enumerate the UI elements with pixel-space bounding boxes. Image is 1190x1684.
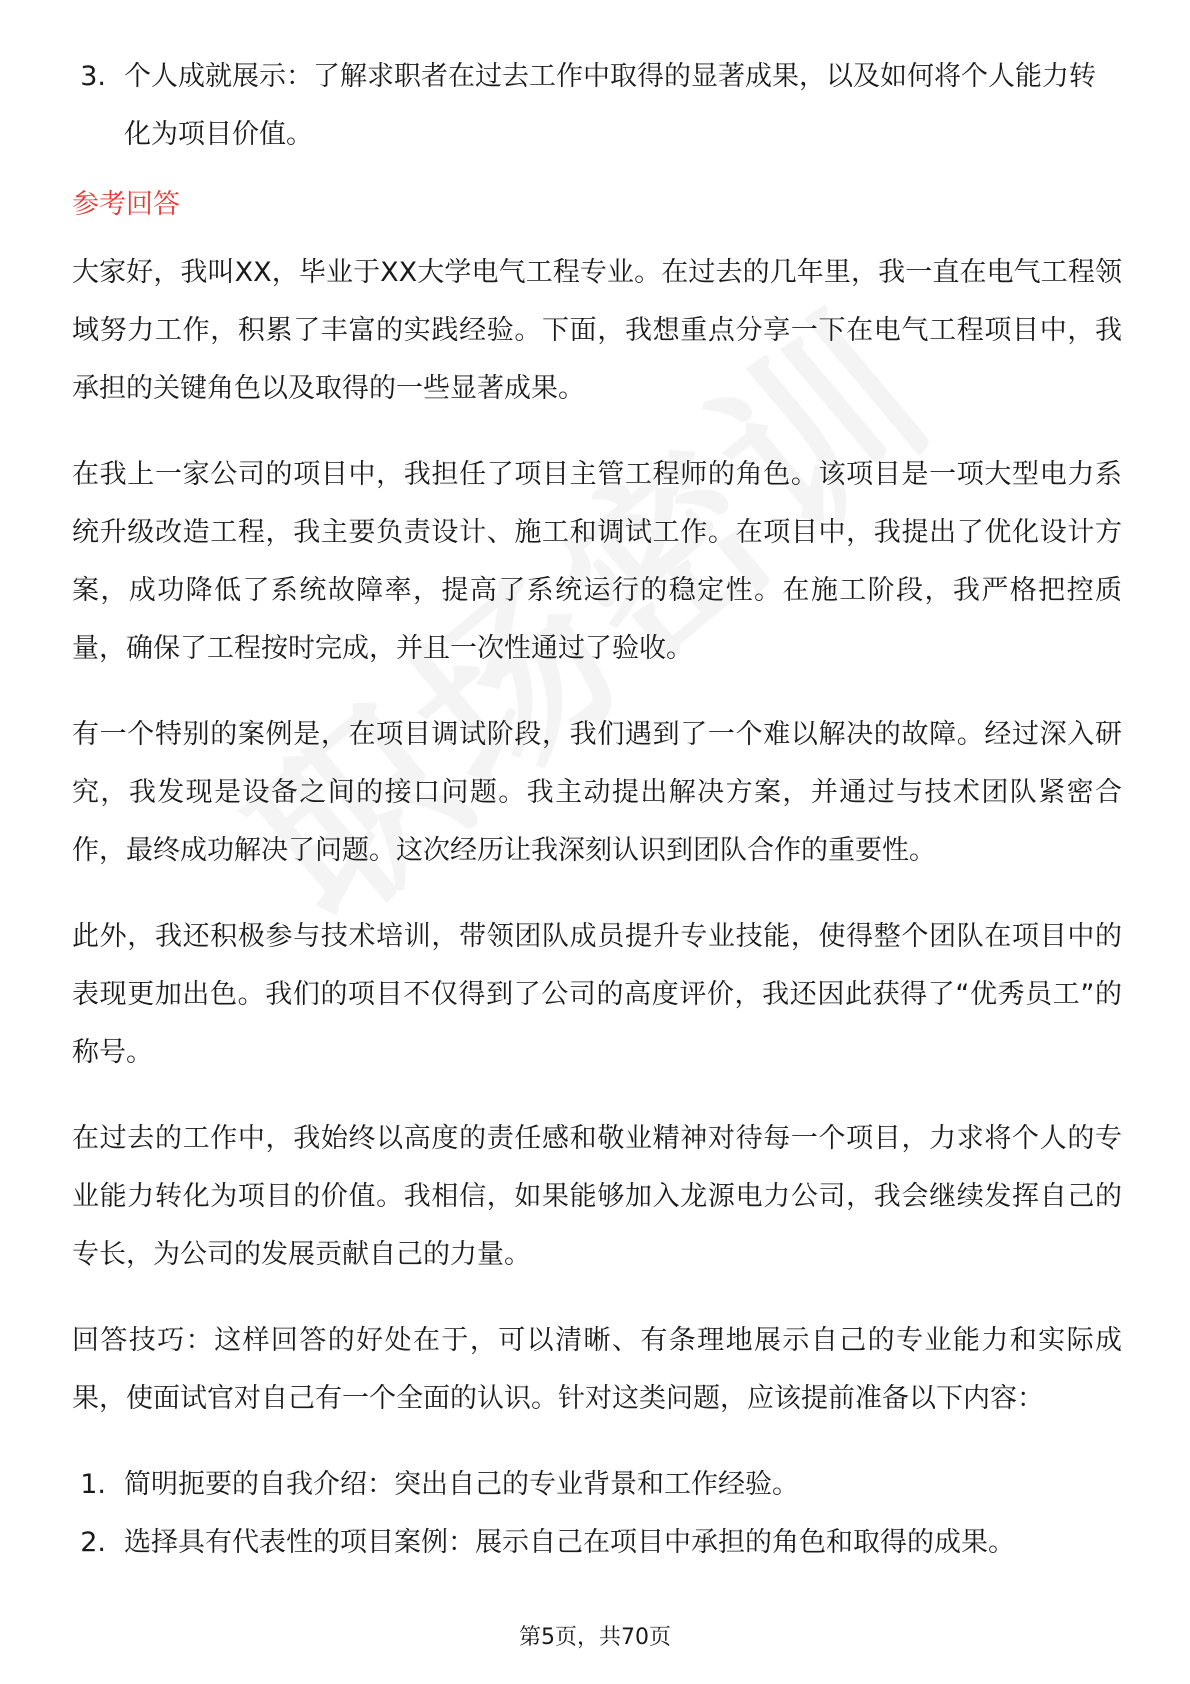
list-item <box>72 1514 1122 1572</box>
list-text: 个人成就展示：了解求职者在过去工作中取得的显著成果，以及如何将个人能力转化为项目价值。 <box>124 61 1096 150</box>
paragraph-tips: 回答技巧：这样回答的好处在于，可以清晰、有条理地展示自己的专业能力和实际成果，使面试官对自己有一个全面的认识。针对这类问题，应该提前准备以下内容： <box>72 1325 1122 1414</box>
paragraph-case: 有一个特别的案例是，在项目调试阶段，我们遇到了一个难以解决的故障。经过深入研究，我发现是设备之间的接口问题。我主动提出解决方案，并通过与技术团队紧密合作，最终成功解决了问题。这次经历让我深刻认识到团队合作的重要性。 <box>72 719 1122 866</box>
paragraph-conclusion: 在过去的工作中，我始终以高度的责任感和敬业精神对待每一个项目，力求将个人的专业能力转化为项目的价值。我相信，如果能够加入龙源电力公司，我会继续发挥自己的专长，为公司的发展贡献自己的力量。 <box>72 1123 1122 1270</box>
list-number: 3. <box>80 61 106 92</box>
page-content <box>72 48 1122 1572</box>
list-item <box>72 1456 1122 1514</box>
paragraph-training: 此外，我还积极参与技术培训，带领团队成员提升专业技能，使得整个团队在项目中的表现更加出色。我们的项目不仅得到了公司的高度评价，我还因此获得了“优秀员工”的称号。 <box>72 921 1122 1068</box>
list-text: 简明扼要的自我介绍：突出自己的专业背景和工作经验。 <box>124 1469 799 1500</box>
list-number: 2. <box>80 1527 106 1558</box>
list-text: 选择具有代表性的项目案例：展示自己在项目中承担的角色和取得的成果。 <box>124 1527 1015 1558</box>
page-number-footer: 第5页，共70页 <box>519 1625 671 1650</box>
section-heading-reference-answer: 参考回答 <box>72 189 180 220</box>
list-item-3 <box>72 48 1122 164</box>
paragraph-role: 在我上一家公司的项目中，我担任了项目主管工程师的角色。该项目是一项大型电力系统升级改造工程，我主要负责设计、施工和调试工作。在项目中，我提出了优化设计方案，成功降低了系统故障率，提高了系统运行的稳定性。在施工阶段，我严格把控质量，确保了工程按时完成，并且一次性通过了验收。 <box>72 459 1122 664</box>
tips-list <box>72 1456 1122 1572</box>
list-number: 1. <box>80 1469 106 1500</box>
paragraph-intro: 大家好，我叫XX，毕业于XX大学电气工程专业。在过去的几年里，我一直在电气工程领域努力工作，积累了丰富的实践经验。下面，我想重点分享一下在电气工程项目中，我承担的关键角色以及取得的一些显著成果。 <box>72 257 1122 404</box>
